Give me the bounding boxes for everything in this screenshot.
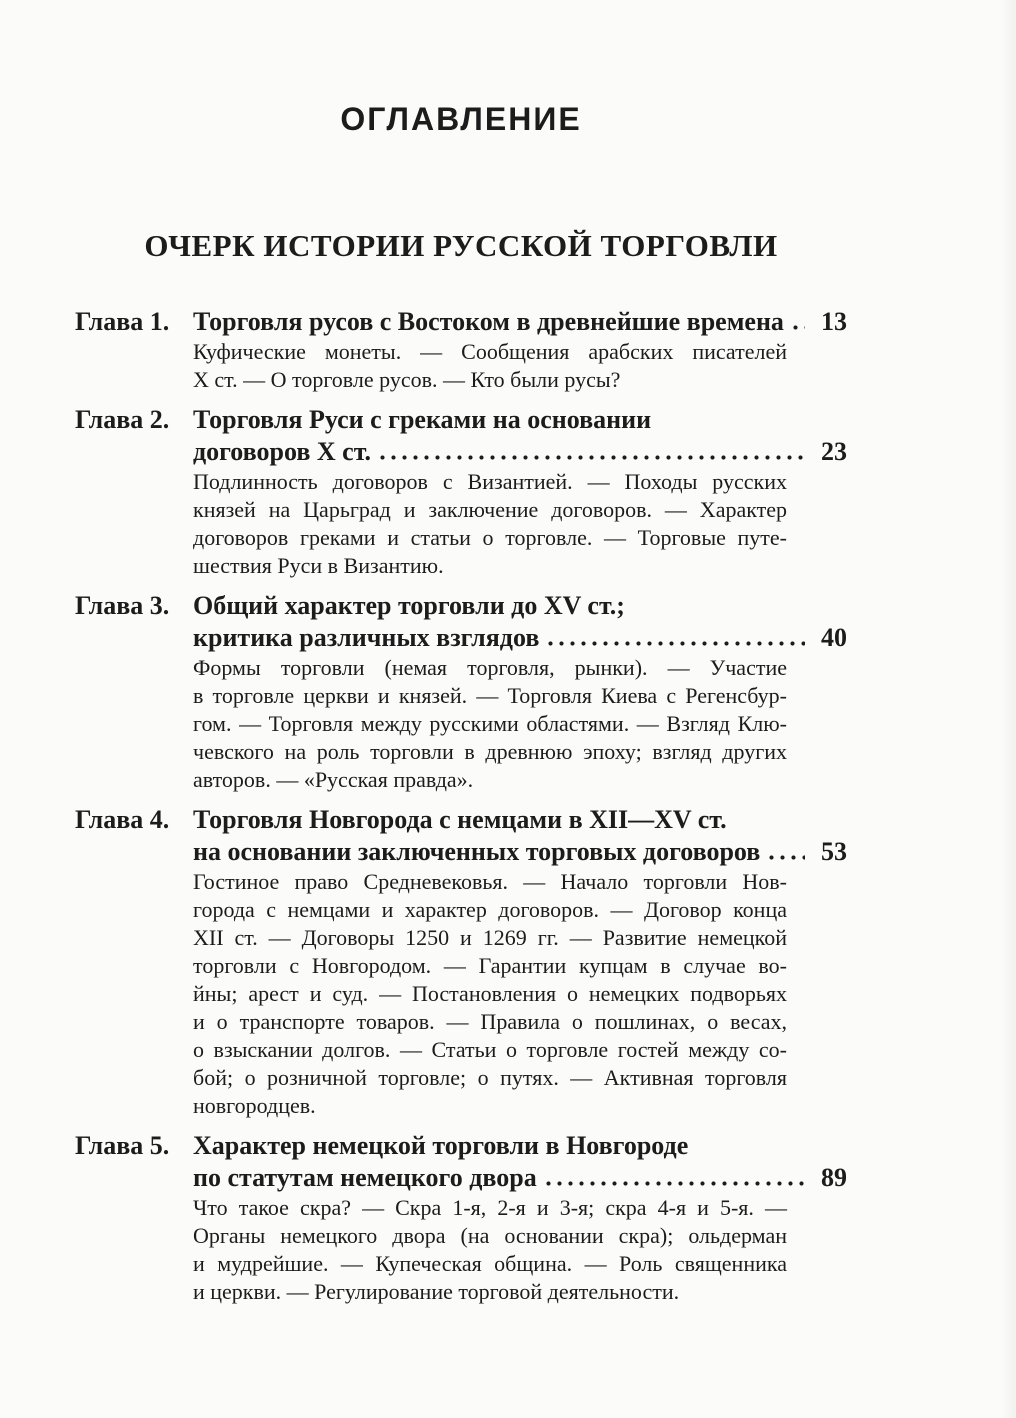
page-content — [75, 0, 847, 1316]
description-line: договоров греками и статьи о торговле. — Торговые путе- — [193, 525, 787, 550]
page-number: 23 — [821, 437, 847, 466]
description-line: и мудрейшие. — Купеческая община. — Роль священника — [193, 1251, 787, 1276]
chapter-title: на основании заключенных торговых договоров — [193, 837, 761, 866]
toc-entry — [75, 1130, 847, 1306]
chapter-label: Глава 4. — [75, 805, 170, 834]
description-line: йны; арест и суд. — Постановления о немецких подворьях — [193, 981, 787, 1006]
description-line: Х ст. — О торговле русов. — Кто были русы? — [193, 367, 621, 392]
chapter-title-line — [193, 436, 847, 468]
chapter-title-line — [193, 1130, 847, 1162]
section-heading: ОЧЕРК ИСТОРИИ РУССКОЙ ТОРГОВЛИ — [144, 228, 778, 263]
chapter-title: по статутам немецкого двора — [193, 1163, 537, 1192]
toc-entry-body — [193, 404, 847, 580]
toc-entry-body — [193, 804, 847, 1120]
chapter-title: Общий характер торговли до XV ст.; — [193, 591, 625, 620]
chapter-title-line — [193, 1162, 847, 1194]
chapter-description — [193, 338, 787, 394]
chapter-title: Характер немецкой торговли в Новгороде — [193, 1131, 689, 1160]
chapter-label: Глава 3. — [75, 591, 170, 620]
chapter-title: критика различных взглядов — [193, 623, 540, 652]
page-title: ОГЛАВЛЕНИЕ — [340, 101, 582, 137]
chapter-title: договоров Х ст. — [193, 437, 372, 466]
chapter-title-line — [193, 804, 847, 836]
chapter-title-line — [193, 590, 847, 622]
description-line: города с немцами и характер договоров. — Договор конца — [193, 897, 787, 922]
chapter-label: Глава 1. — [75, 307, 170, 336]
description-line: XII ст. — Договоры 1250 и 1269 гг. — Развитие немецкой — [193, 925, 787, 950]
dot-leader — [793, 323, 805, 331]
description-line: Что такое скра? — Скра 1-я, 2-я и 3-я; скра 4-я и 5-я. — — [193, 1195, 787, 1220]
chapter-title: Торговля Новгорода с немцами в XII—XV ст. — [193, 805, 727, 834]
page-number: 89 — [821, 1163, 847, 1192]
chapter-description — [193, 1194, 787, 1306]
description-line: о взыскании долгов. — Статьи о торговле гостей между со- — [193, 1037, 787, 1062]
chapter-title: Торговля Руси с греками на основании — [193, 405, 652, 434]
description-line: Формы торговли (немая торговля, рынки). — Участие — [193, 655, 787, 680]
description-line: Куфические монеты. — Сообщения арабских писателей — [193, 339, 787, 364]
description-line: в торговле церкви и князей. — Торговля Киева с Регенсбур- — [193, 683, 787, 708]
chapter-description — [193, 868, 787, 1120]
description-line: Гостиное право Средневековья. — Начало торговли Нов- — [193, 869, 787, 894]
description-line: и о транспорте товаров. — Правила о пошлинах, о весах, — [193, 1009, 787, 1034]
chapter-title-line — [193, 306, 847, 338]
chapter-description — [193, 654, 787, 794]
toc-entry — [75, 804, 847, 1120]
description-line: Подлинность договоров с Византией. — Походы русских — [193, 469, 787, 494]
page-number: 13 — [821, 307, 847, 336]
dot-leader — [769, 853, 805, 861]
description-line: Органы немецкого двора (на основании скра); ольдерман — [193, 1223, 787, 1248]
description-line: новгородцев. — [193, 1093, 316, 1118]
toc-entry-body — [193, 306, 847, 394]
chapter-title-line — [193, 836, 847, 868]
chapter-label: Глава 5. — [75, 1131, 170, 1160]
toc-entry-body — [193, 590, 847, 794]
toc-entry — [75, 306, 847, 394]
description-line: князей на Царьград и заключение договоров. — Характер — [193, 497, 787, 522]
page-number: 40 — [821, 623, 847, 652]
toc-entry — [75, 404, 847, 580]
description-line: бой; о розничной торговле; о путях. — Активная торговля — [193, 1065, 787, 1090]
description-line: гом. — Торговля между русскими областями. — Взгляд Клю- — [193, 711, 787, 736]
chapter-label: Глава 2. — [75, 405, 170, 434]
dot-leader — [548, 639, 805, 647]
dot-leader — [546, 1179, 805, 1187]
toc-list — [75, 306, 847, 1306]
chapter-description — [193, 468, 787, 580]
chapter-title-line — [193, 622, 847, 654]
description-line: авторов. — «Русская правда». — [193, 767, 474, 792]
description-line: и церкви. — Регулирование торговой деятельности. — [193, 1279, 680, 1304]
toc-entry — [75, 590, 847, 794]
dot-leader — [380, 453, 805, 461]
chapter-title: Торговля русов с Востоком в древнейшие времена — [193, 307, 784, 336]
description-line: чевского на роль торговли в древнюю эпоху; взгляд других — [193, 739, 787, 764]
description-line: шествия Руси в Византию. — [193, 553, 444, 578]
page-number: 53 — [821, 837, 847, 866]
chapter-title-line — [193, 404, 847, 436]
toc-entry-body — [193, 1130, 847, 1306]
description-line: торговли с Новгородом. — Гарантии купцам в случае во- — [193, 953, 787, 978]
